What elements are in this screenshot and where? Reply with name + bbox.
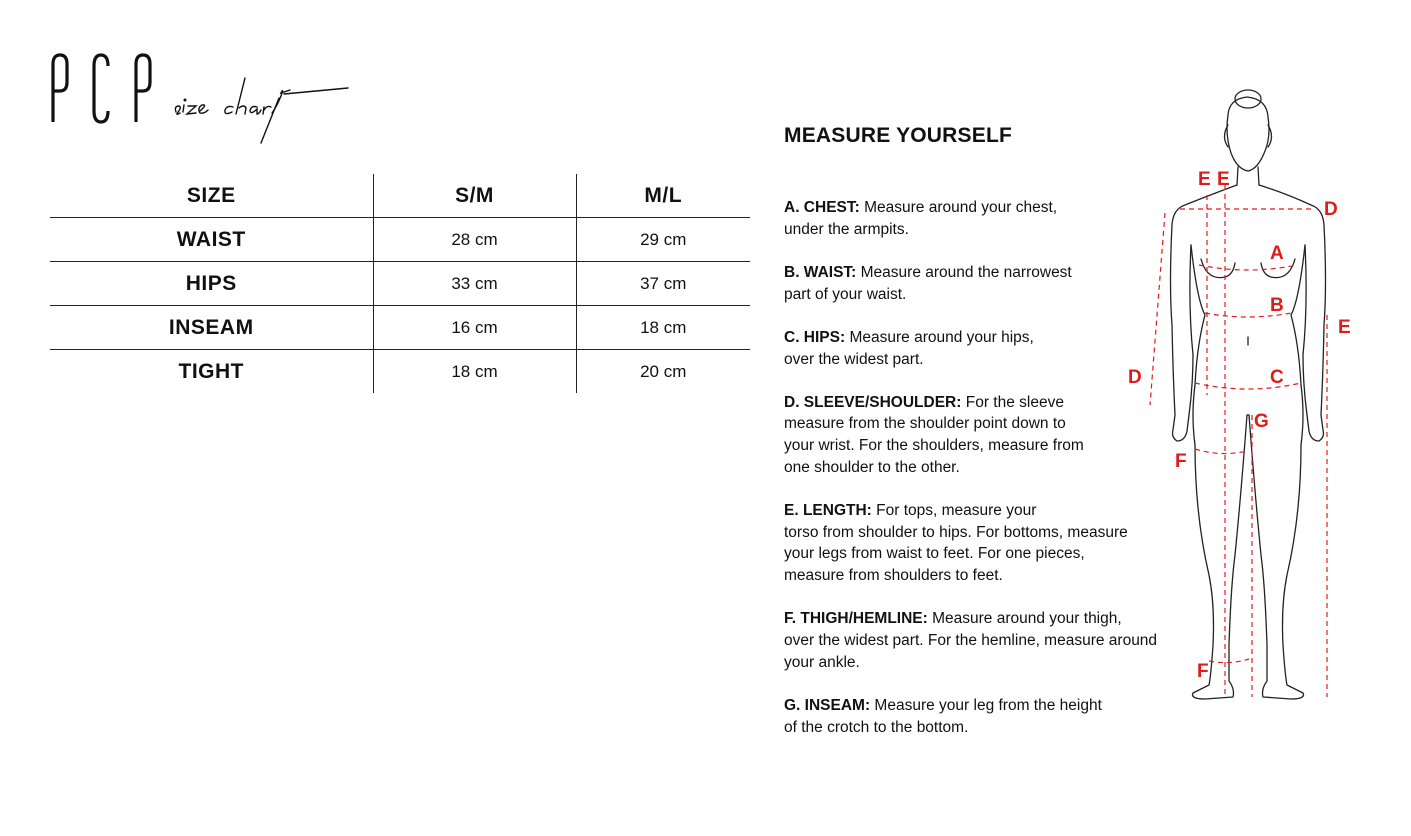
row-label: INSEAM [168,315,254,339]
table-cell: 29 cm [576,218,750,262]
item-text: Measure your leg from the height [870,696,1102,714]
brand-logo [48,50,368,150]
table-row [50,262,750,306]
marker-label-e: E [1338,317,1351,338]
item-text: measure from the shoulder point down to [784,415,1066,433]
item-text: under the armpits. [784,220,909,238]
table-cell: 18 cm [576,306,750,350]
body-measurement-figure [1125,85,1365,705]
row-label: HIPS [185,271,237,295]
marker-label-b: B [1270,295,1284,316]
item-text: Measure around your chest, [859,199,1058,216]
item-text: For the sleeve [961,393,1064,411]
table-row [50,218,750,262]
item-label: D. SLEEVE/SHOULDER: [784,393,962,411]
marker-label-f: F [1175,451,1187,472]
marker-label-e: E [1198,169,1211,190]
item-text: one shoulder to the other. [784,458,960,476]
column-header-ml: M/L [576,174,750,218]
item-label: C. HIPS: [784,328,846,346]
marker-label-a: A [1270,243,1284,264]
item-text: Measure around your hips, [845,328,1034,346]
item-text: over the widest part. [784,350,924,368]
item-text: over the widest part. For the hemline, measure around [784,632,1158,650]
section-title: MEASURE YOURSELF [784,124,1013,147]
item-text: Measure around the narrowest [856,263,1072,281]
pcp-logo-graphic [48,50,368,150]
table-row [50,306,750,350]
column-header-size: SIZE [186,183,236,207]
marker-label-d: D [1128,367,1142,388]
body-outline-illustration [1125,85,1365,705]
table-cell: 37 cm [576,262,750,306]
item-text: part of your waist. [784,285,907,303]
table-header-row [50,174,750,218]
item-label: B. WAIST: [784,263,857,281]
table-cell: 33 cm [373,262,576,306]
marker-label-g: G [1254,411,1269,432]
row-label: TIGHT [178,359,244,383]
column-header-sm: S/M [373,174,576,218]
table-cell: 28 cm [373,218,576,262]
item-text: torso from shoulder to hips. For bottoms, measure [784,523,1128,541]
marker-label-d: D [1324,199,1338,220]
item-label: G. INSEAM: [784,696,871,714]
item-text: your ankle. [784,653,860,671]
table-row [50,350,750,394]
item-label: F. THIGH/HEMLINE: [784,610,928,628]
item-label: E. LENGTH: [784,502,872,520]
item-text: For tops, measure your [871,502,1037,520]
item-label: A. CHEST: [784,199,860,216]
marker-label-f: F [1197,661,1209,682]
item-text: Measure around your thigh, [927,610,1122,628]
marker-label-e: E [1217,169,1230,190]
item-text: of the crotch to the bottom. [784,718,969,736]
item-text: measure from shoulders to feet. [784,567,1003,585]
table-cell: 16 cm [373,306,576,350]
marker-label-c: C [1270,367,1284,388]
size-chart-table [50,174,750,393]
item-text: your legs from waist to feet. For one pieces, [784,545,1085,563]
table-cell: 18 cm [373,350,576,394]
table-cell: 20 cm [576,350,750,394]
item-text: your wrist. For the shoulders, measure from [784,437,1084,455]
row-label: WAIST [176,227,246,251]
